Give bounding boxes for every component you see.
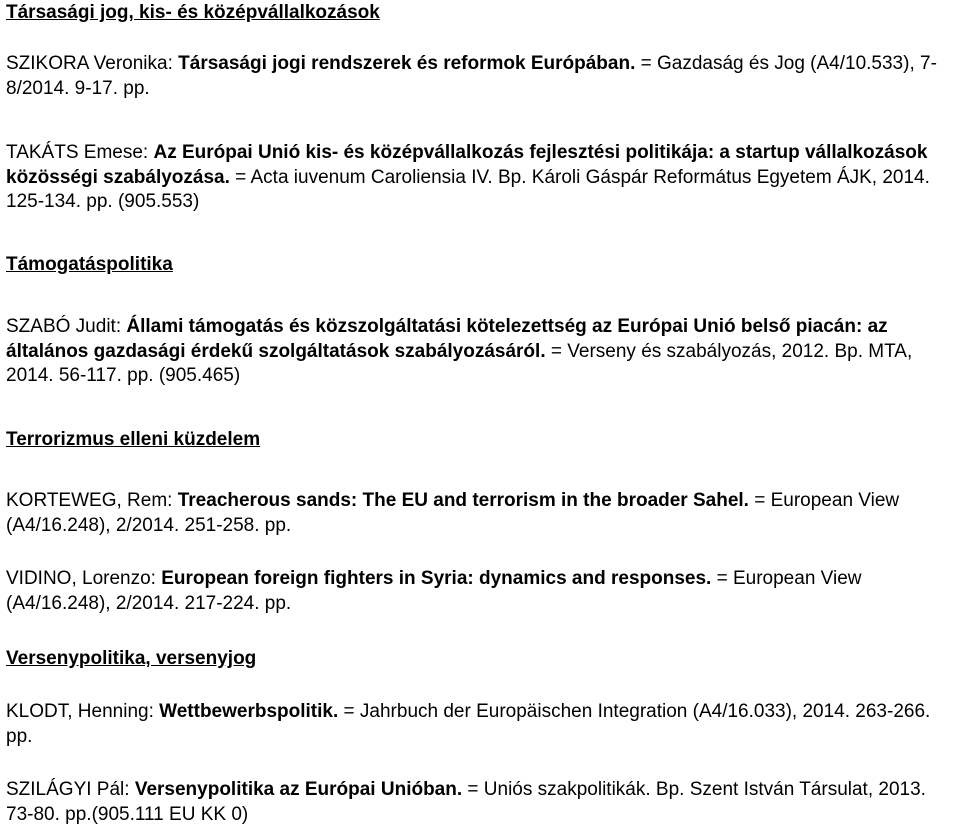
bibliography-entry xyxy=(6,567,952,616)
section-heading: Támogatáspolitika xyxy=(6,254,173,275)
entry-author: TAKÁTS Emese: xyxy=(6,142,154,163)
entry-source: = Jahrbuch der Europäischen Integration (A4/16.033), 2014. 263-266. pp. xyxy=(6,701,931,747)
entry-title: Állami támogatás és közszolgáltatási kötelezettség az Európai Unió belső piacán: az általános gazdasági érdekű szolgáltatások szabályozásáról. xyxy=(6,316,888,362)
section-heading: Terrorizmus elleni küzdelem xyxy=(6,429,261,450)
entry-author: SZIKORA Veronika: xyxy=(6,53,179,74)
section-heading: Társasági jog, kis- és középvállalkozások xyxy=(6,2,380,23)
entry-title: Treacherous sands: The EU and terrorism in the broader Sahel. xyxy=(177,490,749,511)
bibliography-entry xyxy=(6,315,952,389)
entry-source: = Uniós szakpolitikák. Bp. Szent István Társulat, 2013. 73-80. pp.(905.111 EU KK 0) xyxy=(6,779,926,825)
bibliography-entry xyxy=(6,141,952,215)
bibliography-entry xyxy=(6,700,952,749)
entry-source: = European View (A4/16.248), 2/2014. 217-224. pp. xyxy=(6,568,862,614)
bibliography-entry xyxy=(6,52,952,101)
bibliography-entry xyxy=(6,489,952,538)
section-heading: Versenypolitika, versenyjog xyxy=(6,648,257,669)
entry-source: = European View (A4/16.248), 2/2014. 251-258. pp. xyxy=(6,490,900,536)
entry-source: = Gazdaság és Jog (A4/10.533), 7-8/2014. 9-17. pp. xyxy=(6,53,937,99)
entry-source: = Verseny és szabályozás, 2012. Bp. MTA, 2014. 56-117. pp. (905.465) xyxy=(6,340,913,386)
entry-author: KORTEWEG, Rem: xyxy=(6,490,178,511)
entry-title: Versenypolitika az Európai Unióban. xyxy=(134,779,463,800)
entry-author: KLODT, Henning: xyxy=(6,701,160,722)
entry-source: = Acta iuvenum Caroliensia IV. Bp. Károli Gáspár Református Egyetem ÁJK, 2014. 125-134. pp. (905.553) xyxy=(6,166,930,212)
entry-title: Társasági jogi rendszerek és reformok Európában. xyxy=(178,53,636,74)
bibliography-entry xyxy=(6,778,952,827)
entry-author: VIDINO, Lorenzo: xyxy=(6,568,162,589)
entry-title: Az Európai Unió kis- és középvállalkozás fejlesztési politikája: a startup vállalkozások közösségi szabályozása. xyxy=(6,142,928,188)
entry-author: SZABÓ Judit: xyxy=(6,316,127,337)
entry-title: European foreign fighters in Syria: dynamics and responses. xyxy=(161,568,712,589)
entry-author: SZILÁGYI Pál: xyxy=(6,779,135,800)
entry-title: Wettbewerbspolitik. xyxy=(159,701,339,722)
